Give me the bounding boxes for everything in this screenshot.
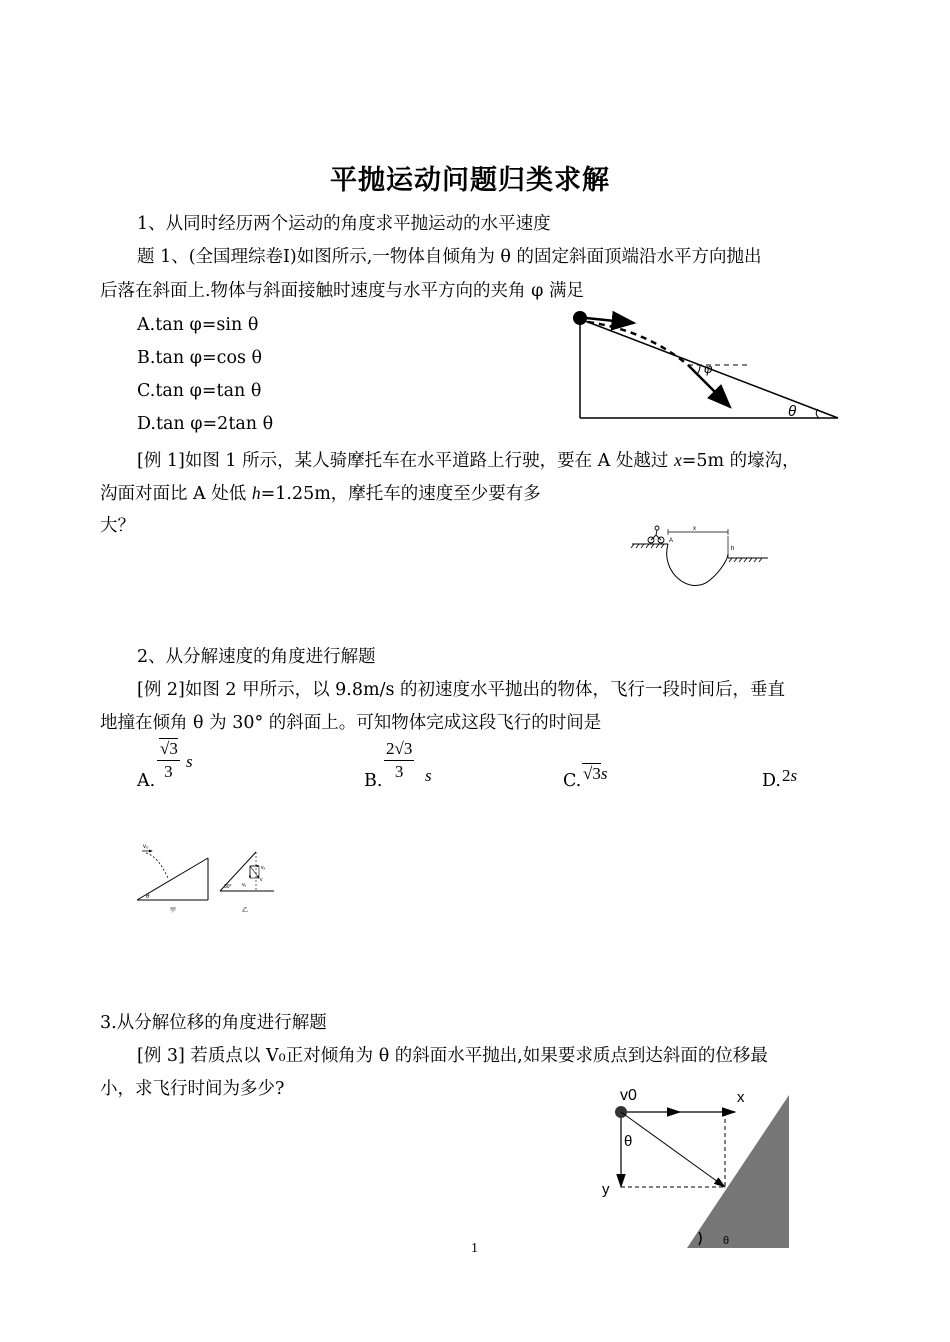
motorcycle-icon xyxy=(648,526,664,543)
label-x: x xyxy=(693,526,696,532)
option-d-value: 2 xyxy=(782,766,791,785)
jia-theta-label: θ xyxy=(146,894,150,900)
theta-label: θ xyxy=(788,403,797,420)
problem1-option-c: C.tan φ=tan θ xyxy=(137,381,262,401)
option-c-unit: s xyxy=(600,764,608,783)
example2-line2: 地撞在倾角 θ 为 30° 的斜面上。可知物体完成这段飞行的时间是 xyxy=(100,713,602,733)
problem1-option-b: B.tan φ=cos θ xyxy=(137,348,263,368)
option-a-denominator: 3 xyxy=(164,762,173,781)
left-ground-hatch xyxy=(631,544,664,548)
v0-label: v0 xyxy=(620,1087,637,1104)
theta-top-label: θ xyxy=(624,1133,633,1150)
y-label: y xyxy=(602,1181,610,1198)
option-a-numerator: √3 xyxy=(157,738,180,761)
example3-line1: [例 3] 若质点以 V₀正对倾角为 θ 的斜面水平抛出,如果要求质点到达斜面的位移最 xyxy=(137,1046,768,1066)
x-variable: x xyxy=(673,450,682,470)
jia-trajectory xyxy=(146,853,168,878)
phi-label: φ xyxy=(704,361,713,376)
h-variable: h xyxy=(251,483,261,503)
section3-heading: 3.从分解位移的角度进行解题 xyxy=(100,1013,327,1033)
problem1-line1: 题 1、(全国理综卷Ⅰ)如图所示,一物体自倾角为 θ 的固定斜面顶端沿水平方向抛出 xyxy=(137,247,762,267)
option-b-fraction xyxy=(384,738,414,783)
example1-line2-b: =1.25m，摩托车的速度至少要有多 xyxy=(260,484,541,504)
yi-caption: 乙 xyxy=(242,908,249,914)
example2-option-a-label: A. xyxy=(137,771,156,791)
section2-heading: 2、从分解速度的角度进行解题 xyxy=(137,647,376,667)
label-a: A xyxy=(669,538,674,544)
example3-line2: 小，求飞行时间为多少? xyxy=(100,1079,285,1099)
ditch-curve xyxy=(667,544,728,586)
theta-bottom-label: θ xyxy=(723,1235,730,1247)
displacement-figure xyxy=(595,1080,795,1252)
option-c-sqrt: √3 xyxy=(583,764,601,783)
example2-figure xyxy=(132,838,282,918)
page-title: 平抛运动问题归类求解 xyxy=(330,165,610,196)
example1-line2 xyxy=(100,482,541,505)
example2-option-c-label: C. xyxy=(563,771,582,791)
option-b-numerator: 2√3 xyxy=(384,738,414,761)
yi-vx-label: vₓ xyxy=(261,865,266,871)
right-ground-hatch xyxy=(729,558,762,562)
phi-arc xyxy=(697,365,700,374)
jia-caption: 甲 xyxy=(170,908,177,914)
example2-option-b-label: B. xyxy=(364,771,383,791)
incline-projectile-figure xyxy=(570,305,845,425)
option-c-expression xyxy=(582,764,607,784)
example1-line1 xyxy=(137,449,800,472)
yi-vy-label: vᵧ xyxy=(242,882,247,888)
displacement-line xyxy=(621,1112,725,1187)
option-d-unit: s xyxy=(790,766,798,785)
yi-v-label: v xyxy=(260,877,263,883)
example2-option-d-label: D. xyxy=(762,771,781,791)
example1-line1-a: [例 1]如图 1 所示，某人骑摩托车在水平道路上行驶，要在 A 处越过 xyxy=(137,451,674,471)
section1-heading: 1、从同时经历两个运动的角度求平抛运动的水平速度 xyxy=(137,214,551,234)
example2-line1: [例 2]如图 2 甲所示，以 9.8m/s 的初速度水平抛出的物体，飞行一段时间后，垂直 xyxy=(137,680,786,700)
example1-line2-a: 沟面对面比 A 处低 xyxy=(100,484,252,504)
option-b-denominator: 3 xyxy=(394,762,404,781)
option-a-fraction xyxy=(157,738,180,783)
problem1-option-d: D.tan φ=2tan θ xyxy=(137,414,274,434)
yi-v-arrow xyxy=(250,866,259,878)
yi-angle-label: 30° xyxy=(224,884,232,890)
example1-line3: 大？ xyxy=(100,516,135,536)
x-label: x xyxy=(737,1089,745,1106)
option-b-unit: s xyxy=(425,766,432,785)
jia-v0-label: v₀ xyxy=(143,844,149,850)
page-number: 1 xyxy=(471,1241,478,1256)
projectile-ball xyxy=(573,311,587,325)
ditch-figure xyxy=(630,522,770,592)
option-a-unit: s xyxy=(186,752,193,771)
label-h: h xyxy=(731,546,735,552)
problem1-line2: 后落在斜面上.物体与斜面接触时速度与水平方向的夹角 φ 满足 xyxy=(100,281,584,301)
option-d-expression xyxy=(782,766,797,786)
problem1-option-a: A.tan φ=sin θ xyxy=(137,315,259,335)
slope-block xyxy=(687,1095,789,1248)
example1-line1-b: =5m 的壕沟， xyxy=(681,451,800,471)
